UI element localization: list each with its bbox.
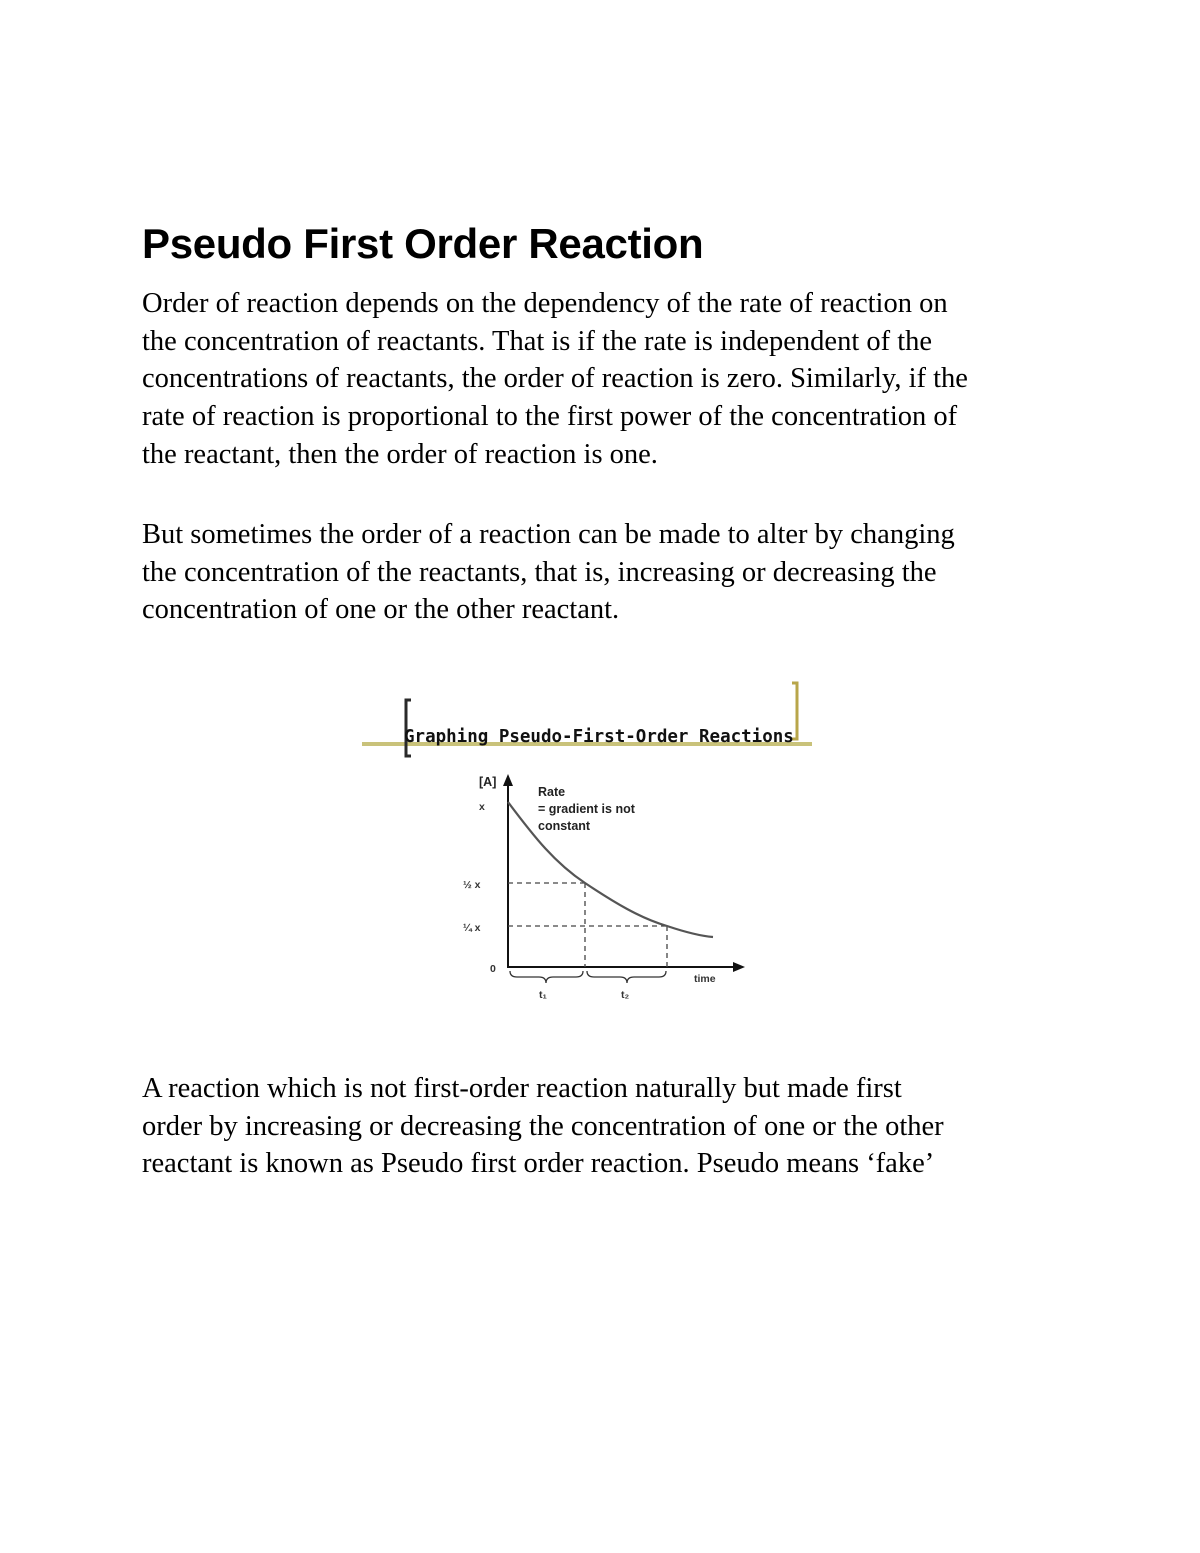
text-line: order by increasing or decreasing the concentration of one or the other bbox=[142, 1110, 944, 1142]
y-tick-half-x: ½ x bbox=[463, 879, 481, 891]
graph-svg bbox=[360, 678, 820, 1008]
y-tick-quarter-x: ¼ x bbox=[463, 922, 481, 934]
annotation-line-constant: constant bbox=[538, 819, 591, 833]
text-line: A reaction which is not first-order reaction naturally but made first bbox=[142, 1073, 902, 1104]
text-line: the concentration of reactants. That is if the rate is independent of the bbox=[142, 325, 933, 357]
text-line: But sometimes the order of a reaction can be made to alter by changing bbox=[142, 519, 955, 550]
text-line: reactant is known as Pseudo first order reaction. Pseudo means ‘fake’ bbox=[142, 1148, 935, 1180]
text-line: the reactant, then the order of reaction is one. bbox=[142, 438, 658, 470]
x-axis-label: time bbox=[694, 973, 716, 985]
text-line: the concentration of the reactants, that is, increasing or decreasing the bbox=[142, 556, 937, 588]
annotation-line-rate: Rate bbox=[538, 785, 566, 799]
y-axis-label: [A] bbox=[479, 775, 497, 789]
y-tick-zero: 0 bbox=[490, 963, 496, 975]
paragraph-altering-order bbox=[142, 516, 1072, 629]
pseudo-first-order-graph-figure bbox=[360, 678, 820, 1008]
y-axis-arrow bbox=[503, 774, 513, 786]
text-line: rate of reaction is proportional to the first power of the concentration of bbox=[142, 401, 958, 433]
page-title: Pseudo First Order Reaction bbox=[142, 220, 704, 267]
paragraph-order-of-reaction bbox=[142, 285, 1072, 474]
banner-title: Graphing Pseudo-First-Order Reactions bbox=[404, 727, 794, 747]
text-line: concentrations of reactants, the order of reaction is zero. Similarly, if the bbox=[142, 363, 968, 395]
interval-t2: t₂ bbox=[621, 989, 630, 1001]
text-line: concentration of one or the other reactant. bbox=[142, 594, 620, 626]
x-axis-arrow bbox=[733, 962, 745, 972]
t2-brace bbox=[587, 971, 666, 983]
y-tick-x: x bbox=[479, 801, 485, 813]
text-line: Order of reaction depends on the dependency of the rate of reaction on bbox=[142, 288, 948, 319]
t1-brace bbox=[510, 971, 583, 983]
paragraph-pseudo-definition bbox=[142, 1070, 1072, 1183]
interval-t1: t₁ bbox=[539, 989, 547, 1001]
annotation-line-gradient: = gradient is not bbox=[538, 802, 635, 816]
